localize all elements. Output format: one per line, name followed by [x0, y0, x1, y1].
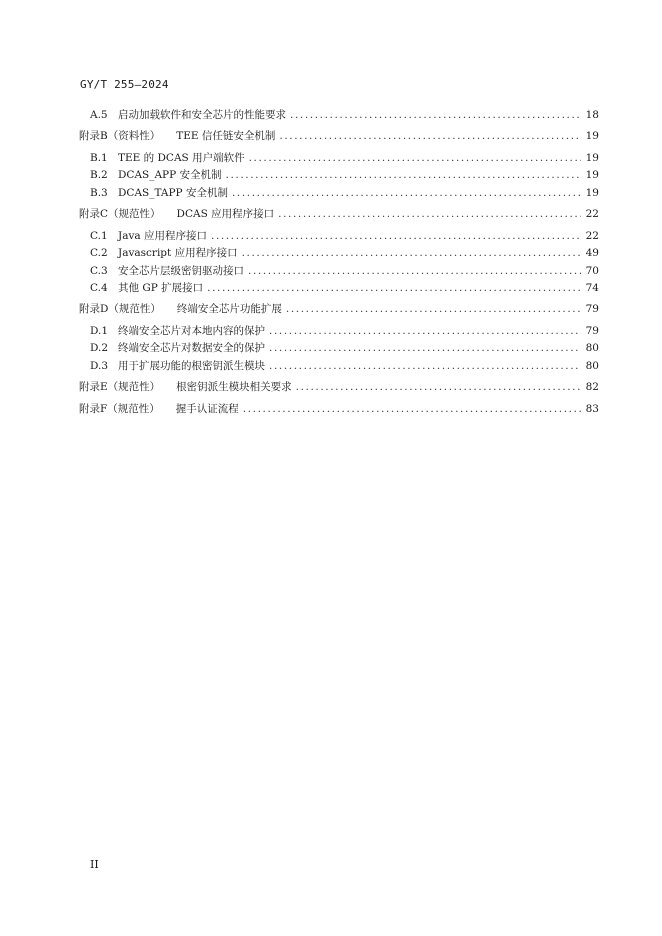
toc-leader-dots [243, 402, 581, 416]
toc-entry[interactable] [90, 359, 599, 373]
toc-entry-title: DCAS 应用程序接口 [176, 208, 275, 220]
toc-entry-number: C.3 [90, 265, 108, 277]
toc-entry-appendix[interactable] [79, 129, 599, 143]
toc-entry-page: 19 [585, 169, 599, 181]
toc-entry-number: 附录F（规范性） [79, 403, 160, 415]
toc-leader-dots [296, 380, 581, 394]
toc-entry-page: 83 [585, 403, 599, 415]
toc-entry-page: 79 [585, 303, 599, 315]
toc-leader-dots [269, 324, 581, 338]
toc-entry-number: D.1 [90, 325, 109, 337]
toc-entry-number: 附录C（规范性） [79, 208, 161, 220]
toc-entry-title: 根密钥派生模块相关要求 [176, 381, 292, 393]
toc-leader-dots [211, 229, 581, 243]
toc-entry-number: A.5 [90, 109, 108, 121]
toc-entry-number: D.3 [90, 360, 109, 372]
toc-entry-page: 22 [585, 208, 599, 220]
toc-leader-dots [278, 207, 581, 221]
toc-entry-number: B.2 [90, 169, 108, 181]
toc-entry-title: Java 应用程序接口 [118, 230, 207, 242]
toc-entry[interactable] [90, 168, 599, 182]
toc-entry-title: TEE 信任链安全机制 [176, 130, 276, 142]
toc-entry-number: B.3 [90, 187, 108, 199]
toc-entry[interactable] [90, 264, 599, 278]
toc-leader-dots [248, 264, 581, 278]
toc-leader-dots [242, 246, 581, 260]
toc-leader-dots [226, 168, 581, 182]
document-id-header: GY/T 255—2024 [80, 78, 169, 91]
toc-entry-title: 终端安全芯片功能扩展 [176, 303, 282, 315]
toc-entry-page: 19 [585, 130, 599, 142]
toc-entry-title: DCAS_TAPP 安全机制 [118, 187, 228, 199]
toc-entry-appendix[interactable] [79, 207, 599, 221]
toc-entry-title: DCAS_APP 安全机制 [118, 169, 222, 181]
toc-entry-page: 49 [585, 247, 599, 259]
toc-leader-dots [279, 129, 581, 143]
toc-entry[interactable] [90, 108, 599, 122]
toc-entry-page: 79 [585, 325, 599, 337]
toc-entry-title: 其他 GP 扩展接口 [118, 282, 204, 294]
toc-entry-page: 80 [585, 342, 599, 354]
toc-entry[interactable] [90, 246, 599, 260]
toc-leader-dots [269, 341, 581, 355]
toc-entry-number: C.4 [90, 282, 108, 294]
toc-entry-page: 80 [585, 360, 599, 372]
toc-entry[interactable] [90, 186, 599, 200]
toc-entry-title: 安全芯片层级密钥驱动接口 [118, 265, 244, 277]
toc-entry-page: 22 [585, 230, 599, 242]
toc-entry-number: 附录B（资料性） [79, 130, 161, 142]
toc-leader-dots [290, 108, 581, 122]
toc-entry-number: 附录D（规范性） [79, 303, 161, 315]
toc-entry-page: 70 [585, 265, 599, 277]
toc-entry-number: B.1 [90, 152, 108, 164]
toc-entry[interactable] [90, 151, 599, 165]
toc-entry-page: 82 [585, 381, 599, 393]
toc-leader-dots [232, 186, 581, 200]
toc-entry-title: 终端安全芯片对本地内容的保护 [118, 325, 265, 337]
toc-entry-appendix[interactable] [79, 402, 599, 416]
toc-entry-appendix[interactable] [79, 380, 599, 394]
toc-entry-number: C.1 [90, 230, 108, 242]
page-number-footer: II [90, 858, 99, 871]
toc-entry-appendix[interactable] [79, 302, 599, 316]
toc-leader-dots [249, 151, 581, 165]
toc-entry[interactable] [90, 324, 599, 338]
toc-entry-page: 18 [585, 109, 599, 121]
toc-entry-title: Javascript 应用程序接口 [118, 247, 238, 259]
toc-entry-number: 附录E（规范性） [79, 381, 161, 393]
toc-entry-title: TEE 的 DCAS 用户端软件 [118, 152, 245, 164]
toc-entry-page: 19 [585, 187, 599, 199]
toc-entry-title: 终端安全芯片对数据安全的保护 [118, 342, 265, 354]
toc-entry-page: 19 [585, 152, 599, 164]
toc-entry[interactable] [90, 229, 599, 243]
toc-leader-dots [286, 302, 581, 316]
toc-entry-number: D.2 [90, 342, 109, 354]
toc-leader-dots [269, 359, 581, 373]
toc-entry-page: 74 [585, 282, 599, 294]
toc-entry-title: 用于扩展功能的根密钥派生模块 [118, 360, 265, 372]
toc-entry[interactable] [90, 341, 599, 355]
toc-entry[interactable] [90, 281, 599, 295]
toc-leader-dots [207, 281, 581, 295]
toc-entry-title: 启动加载软件和安全芯片的性能要求 [118, 109, 286, 121]
toc-entry-number: C.2 [90, 247, 108, 259]
toc-entry-title: 握手认证流程 [175, 403, 239, 415]
